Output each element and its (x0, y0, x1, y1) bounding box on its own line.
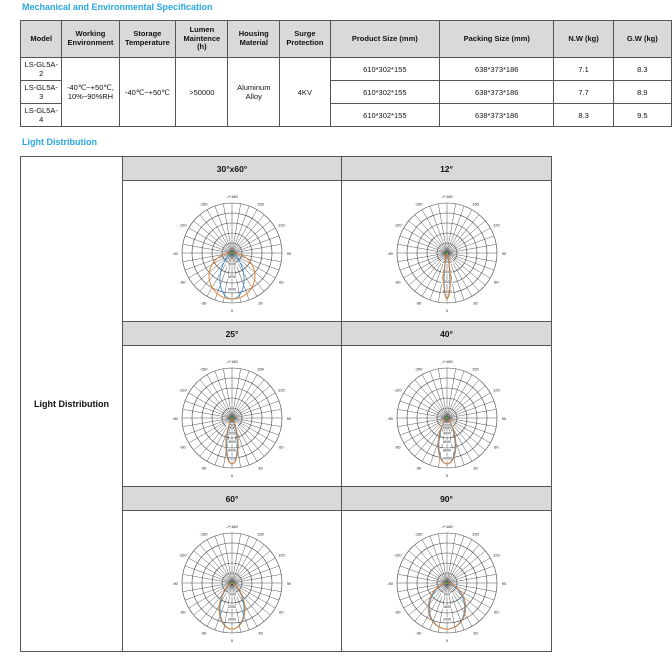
mech-spec-title: Mechanical and Environmental Specification (22, 2, 213, 12)
product-size-cell: 610*302*155 (330, 81, 439, 104)
angle-label: -/+180 (440, 524, 453, 529)
ring-label: 4500 (228, 440, 236, 444)
polar-chart (162, 181, 302, 321)
angle-label: -60 (179, 609, 186, 615)
polar-title: 90° (342, 487, 552, 511)
ring-label: 3000 (228, 617, 236, 622)
ring-label: 40000 (441, 290, 452, 294)
angle-label: -30 (415, 300, 421, 306)
angle-label: 150 (471, 531, 479, 537)
angle-label: 90 (501, 251, 506, 256)
ring-label: 1500 (228, 423, 236, 428)
polar-center (445, 417, 447, 419)
angle-label: 150 (257, 201, 264, 207)
angle-label: 30 (472, 300, 478, 306)
angle-label: -/+180 (226, 524, 238, 529)
packing-size-cell: 638*373*186 (440, 81, 554, 104)
nw-cell: 7.1 (554, 58, 613, 81)
header-product-size: Product Size (mm) (330, 21, 439, 58)
polar-cell (342, 511, 552, 652)
angle-label: -90 (172, 251, 178, 256)
angle-label: -30 (415, 465, 421, 471)
polar-cell (123, 181, 342, 322)
polar-center (231, 582, 233, 584)
angle-label: -120 (178, 552, 187, 558)
ring-label: 9000 (228, 287, 236, 292)
angle-label: 120 (492, 387, 500, 393)
housing-cell: Aluminum Alloy (228, 58, 280, 127)
angle-label: -120 (393, 387, 402, 393)
angle-label: 0 (230, 308, 234, 313)
ring-label: 6000 (442, 440, 451, 444)
ring-label: 1600 (442, 605, 451, 609)
angle-label: -60 (179, 444, 186, 450)
ring-label: 8000 (442, 448, 451, 453)
angle-label: 150 (471, 201, 479, 207)
working-env-cell: -40℃~+50℃, 10%~90%RH (62, 58, 119, 127)
ring-label: 2000 (442, 423, 451, 428)
polar-cell (342, 346, 552, 487)
light-distribution-title: Light Distribution (22, 137, 97, 147)
angle-label: 120 (278, 552, 285, 558)
angle-label: -90 (172, 581, 178, 586)
spec-table (20, 20, 672, 127)
angle-label: 30 (472, 465, 478, 471)
polar-title: 25° (123, 322, 342, 346)
angle-label: 150 (471, 366, 479, 372)
header-model: Model (21, 21, 62, 58)
angle-label: -120 (178, 387, 187, 393)
angle-label: -/+180 (226, 194, 238, 199)
angle-label: 120 (278, 222, 285, 228)
angle-label: 90 (286, 251, 292, 256)
angle-label: -/+180 (226, 359, 238, 364)
angle-label: -90 (386, 416, 393, 421)
angle-label: 90 (501, 416, 506, 421)
angle-label: -30 (200, 630, 207, 636)
gw-cell: 8.9 (613, 81, 671, 104)
angle-label: -120 (178, 222, 187, 228)
angle-label: 60 (279, 444, 284, 450)
header-lumen: Lumen Maintence (h) (176, 21, 228, 58)
nw-cell: 8.3 (554, 104, 613, 127)
ring-label: 10000 (441, 456, 452, 461)
ring-label: 10000 (441, 260, 452, 264)
polar-chart (377, 181, 517, 321)
header-housing: Housing Material (228, 21, 280, 58)
angle-label: -/+180 (440, 194, 453, 199)
angle-label: 150 (257, 531, 264, 537)
angle-label: 120 (278, 387, 285, 393)
angle-label: 60 (279, 609, 284, 615)
angle-label: 150 (257, 366, 264, 372)
header-working-env: Working Environment (62, 21, 119, 58)
header-surge: Surge Protection (280, 21, 331, 58)
angle-label: -30 (200, 465, 207, 471)
packing-size-cell: 638*373*186 (440, 58, 554, 81)
ring-label: 3000 (228, 431, 236, 436)
polar-title: 30°x60° (123, 157, 342, 181)
packing-size-cell: 638*373*186 (440, 104, 554, 127)
angle-label: 0 (230, 638, 234, 643)
angle-label: -120 (393, 222, 402, 228)
ring-label: 7500 (228, 456, 236, 461)
ring-label: 6000 (228, 448, 236, 453)
model-cell: LS-GL5A-4 (21, 104, 62, 127)
ring-label: 1000 (228, 592, 236, 597)
polar-title: 12° (342, 157, 552, 181)
angle-label: -90 (172, 416, 178, 421)
angle-label: -150 (199, 531, 208, 537)
lumen-cell: >50000 (176, 58, 228, 127)
angle-label: -60 (179, 279, 186, 285)
gw-cell: 8.3 (613, 58, 671, 81)
header-packing-size: Packing Size (mm) (440, 21, 554, 58)
angle-label: 30 (258, 630, 263, 636)
angle-label: -30 (415, 630, 421, 636)
polar-cell (123, 511, 342, 652)
ring-label: 4000 (442, 431, 451, 436)
angle-label: 30 (472, 630, 478, 636)
ring-label: 3000 (228, 262, 236, 267)
angle-label: -/+180 (440, 359, 453, 364)
polar-center (231, 417, 233, 419)
header-storage-temp: Storage Temperature (119, 21, 176, 58)
product-size-cell: 610*302*155 (330, 58, 439, 81)
polar-center (445, 582, 447, 584)
table-row (21, 58, 672, 81)
angle-label: 60 (493, 609, 499, 615)
ring-label: 30000 (441, 280, 452, 284)
polar-title: 40° (342, 322, 552, 346)
angle-label: -60 (394, 444, 401, 450)
polar-chart (377, 346, 517, 486)
angle-label: 90 (286, 581, 292, 586)
angle-label: 90 (501, 581, 506, 586)
angle-label: -90 (386, 581, 393, 586)
angle-label: 30 (258, 300, 263, 306)
angle-label: -150 (199, 366, 208, 372)
polar-cell (123, 346, 342, 487)
surge-cell: 4KV (280, 58, 331, 127)
storage-temp-cell: -40℃~+50℃ (119, 58, 176, 127)
gw-cell: 9.5 (613, 104, 671, 127)
angle-label: 0 (230, 473, 234, 478)
angle-label: 0 (445, 473, 448, 478)
angle-label: -150 (413, 201, 423, 207)
angle-label: -60 (394, 279, 401, 285)
ring-label: 20000 (441, 270, 452, 274)
angle-label: -90 (386, 251, 393, 256)
angle-label: 60 (493, 279, 499, 285)
nw-cell: 7.7 (554, 81, 613, 104)
polar-chart (377, 511, 517, 651)
angle-label: -30 (200, 300, 207, 306)
header-gw: G.W (kg) (613, 21, 671, 58)
angle-label: 60 (493, 444, 499, 450)
polar-center (445, 252, 447, 254)
product-size-cell: 610*302*155 (330, 104, 439, 127)
ring-label: 2000 (228, 605, 236, 609)
model-cell: LS-GL5A-2 (21, 58, 62, 81)
angle-label: -60 (394, 609, 401, 615)
polar-cell (342, 181, 552, 322)
ring-label: 6000 (228, 275, 236, 279)
angle-label: 120 (492, 552, 500, 558)
angle-label: -150 (413, 366, 423, 372)
polar-center (231, 252, 233, 254)
polar-chart (162, 511, 302, 651)
header-nw: N.W (kg) (554, 21, 613, 58)
angle-label: 30 (258, 465, 263, 471)
angle-label: 60 (279, 279, 284, 285)
angle-label: 0 (445, 308, 448, 313)
ring-label: 800 (443, 592, 450, 597)
angle-label: -150 (199, 201, 208, 207)
angle-label: -120 (393, 552, 402, 558)
model-cell: LS-GL5A-3 (21, 81, 62, 104)
polar-chart (162, 346, 302, 486)
angle-label: -150 (413, 531, 423, 537)
ring-label: 2400 (442, 617, 451, 622)
polar-title: 60° (123, 487, 342, 511)
light-distribution-table (20, 156, 552, 652)
angle-label: 0 (445, 638, 448, 643)
angle-label: 90 (286, 416, 292, 421)
angle-label: 120 (492, 222, 500, 228)
spec-header-row (21, 21, 672, 58)
light-distribution-label: Light Distribution (21, 157, 123, 652)
